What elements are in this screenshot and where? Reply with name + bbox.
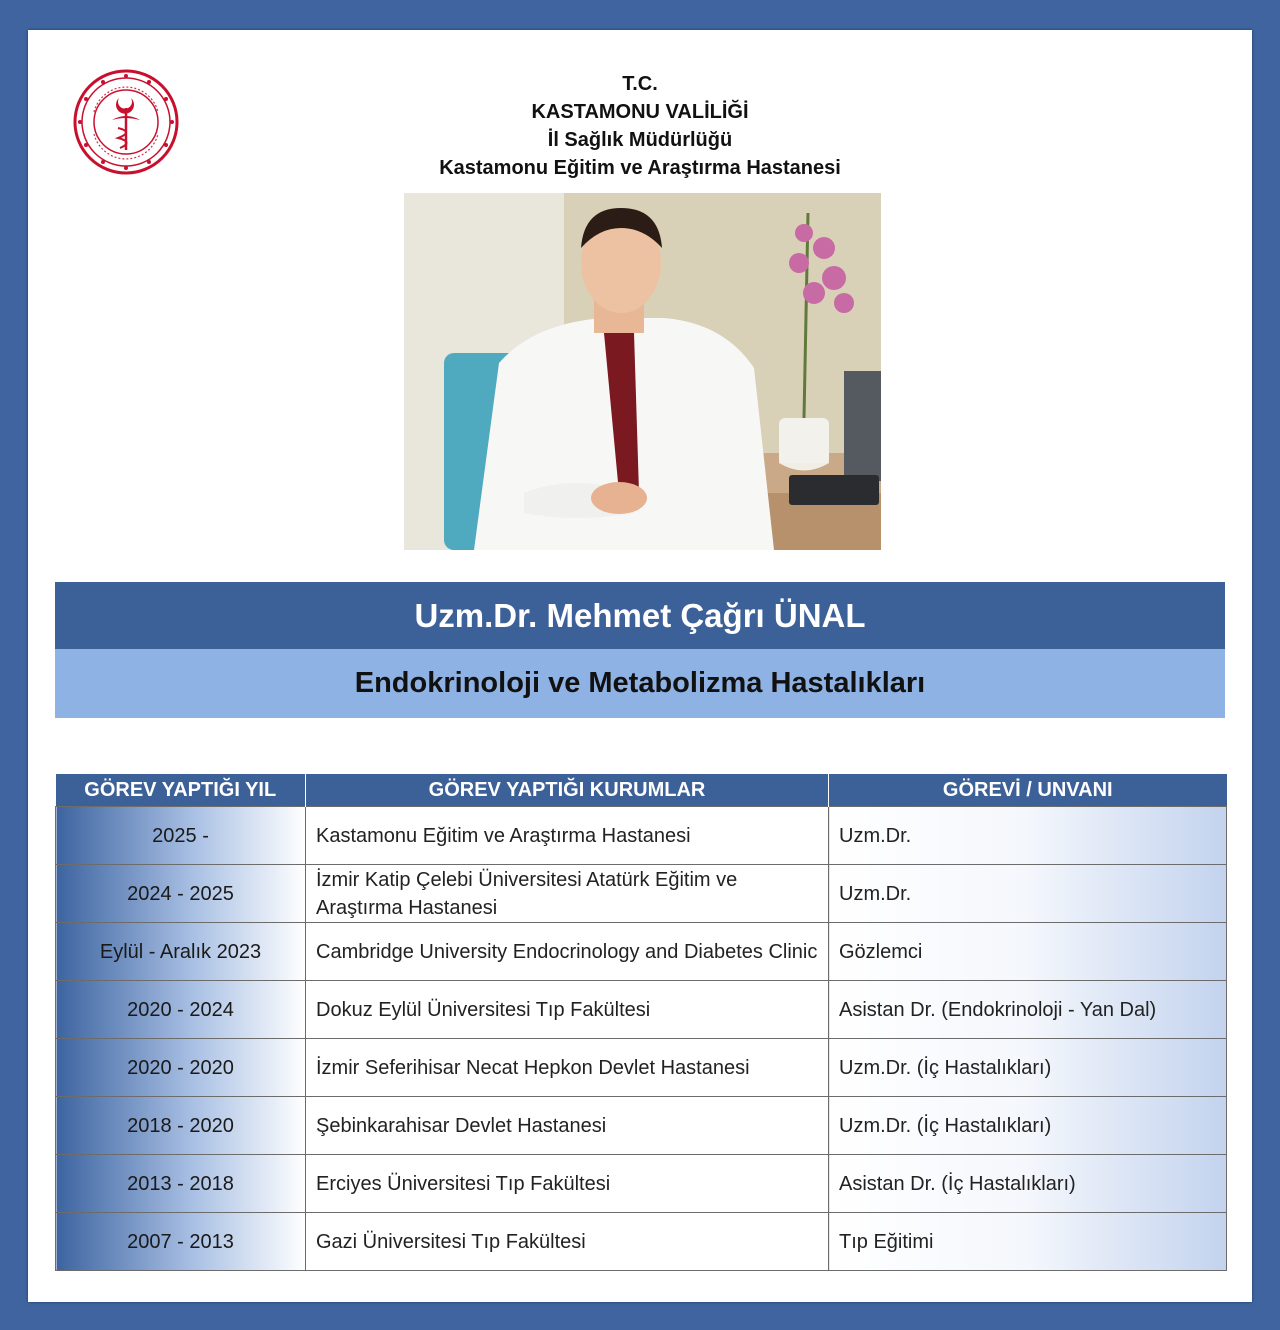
header-role: GÖREVİ / UNVANI — [829, 774, 1227, 807]
header-line-health-directorate: İl Sağlık Müdürlüğü — [547, 129, 733, 151]
role-cell: Gözlemci — [829, 923, 1227, 981]
institution-cell: Dokuz Eylül Üniversitesi Tıp Fakültesi — [306, 981, 829, 1039]
role-cell: Uzm.Dr. — [829, 807, 1227, 865]
year-cell: 2007 - 2013 — [56, 1213, 306, 1271]
document-page — [28, 30, 1252, 1302]
doctor-specialty: Endokrinoloji ve Metabolizma Hastalıkları — [55, 649, 1225, 718]
year-cell: Eylül - Aralık 2023 — [56, 923, 306, 981]
year-cell: 2025 - — [56, 807, 306, 865]
table-row — [56, 1097, 1227, 1155]
institution-cell: Gazi Üniversitesi Tıp Fakültesi — [306, 1213, 829, 1271]
year-cell: 2013 - 2018 — [56, 1155, 306, 1213]
institution-cell: İzmir Seferihisar Necat Hepkon Devlet Hastanesi — [306, 1039, 829, 1097]
year-cell: 2020 - 2024 — [56, 981, 306, 1039]
table-row — [56, 923, 1227, 981]
doctor-name: Uzm.Dr. Mehmet Çağrı ÜNAL — [55, 582, 1225, 649]
role-cell: Asistan Dr. (İç Hastalıkları) — [829, 1155, 1227, 1213]
year-cell: 2018 - 2020 — [56, 1097, 306, 1155]
year-cell: 2020 - 2020 — [56, 1039, 306, 1097]
header-line-governorship: KASTAMONU VALİLİĞİ — [531, 101, 749, 123]
role-cell: Tıp Eğitimi — [829, 1213, 1227, 1271]
header-institution: GÖREV YAPTIĞI KURUMLAR — [306, 774, 829, 807]
institution-cell: Cambridge University Endocrinology and Diabetes Clinic — [306, 923, 829, 981]
table-row — [56, 981, 1227, 1039]
doctor-photo — [404, 193, 881, 550]
role-cell: Asistan Dr. (Endokrinoloji - Yan Dal) — [829, 981, 1227, 1039]
header-line-hospital: Kastamonu Eğitim ve Araştırma Hastanesi — [439, 157, 841, 179]
table-header-row — [56, 774, 1227, 807]
role-cell: Uzm.Dr. (İç Hastalıkları) — [829, 1039, 1227, 1097]
institution-cell: Şebinkarahisar Devlet Hastanesi — [306, 1097, 829, 1155]
table-row — [56, 1039, 1227, 1097]
institution-cell: Erciyes Üniversitesi Tıp Fakültesi — [306, 1155, 829, 1213]
role-cell: Uzm.Dr. (İç Hastalıkları) — [829, 1097, 1227, 1155]
career-table — [55, 774, 1227, 1271]
institution-header — [28, 70, 1252, 182]
header-year: GÖREV YAPTIĞI YIL — [56, 774, 306, 807]
table-row — [56, 865, 1227, 923]
role-cell: Uzm.Dr. — [829, 865, 1227, 923]
table-row — [56, 1155, 1227, 1213]
year-cell: 2024 - 2025 — [56, 865, 306, 923]
table-row — [56, 1213, 1227, 1271]
header-line-tc: T.C. — [622, 73, 658, 95]
institution-cell: İzmir Katip Çelebi Üniversitesi Atatürk Eğitim ve Araştırma Hastanesi — [306, 865, 829, 923]
institution-cell: Kastamonu Eğitim ve Araştırma Hastanesi — [306, 807, 829, 865]
table-row — [56, 807, 1227, 865]
